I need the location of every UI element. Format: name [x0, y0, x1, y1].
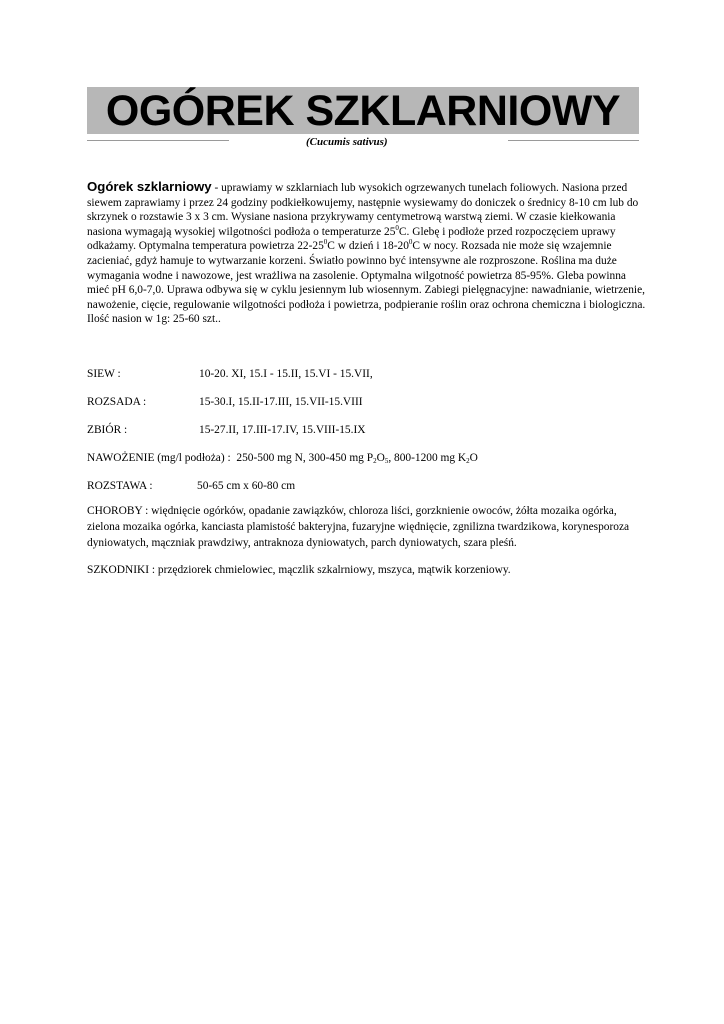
intro-text-2: C. Glebę i podłoże przed rozpoczęciem uprawy odkażamy. Optymalna temperatura powietrza 22-25	[87, 225, 616, 253]
latin-name: (Cucumis sativus)	[306, 136, 388, 148]
intro-text-1: - uprawiamy w szklarniach lub wysokich ogrzewanych tunelach foliowych. Nasiona przed siewem zaprawiamy i przez 24 godziny podkiełkowujemy, następnie wysiewamy do doniczek o średnicy 8-10 cm lub do skrzynek o rozstawie 3 x 3 cm. Wysiane nasiona przykrywamy centymetrową warstwą ziemi. W czasie kiełkowania nasiona wymagają wysokiej wilgotności podłoża o temperaturze 25	[87, 182, 639, 238]
zbior-label: ZBIÓR :	[87, 424, 128, 436]
nawozenie-v3: , 800-1200 mg K	[388, 452, 467, 464]
choroby-value: więdnięcie ogórków, opadanie zawiązków, chloroza liści, gorzknienie owoców, żółta mozaika ogórka, zielona mozaika ogórka, kanciasta plamistość bakteryjna, fuzaryjne więdnięcie, zgnilizna twardzikowa, korynesporoza dyniowatych, mączniak prawdziwy, antraknoza dyniowatych, parch dyniowatych, szara pleśń.	[87, 505, 630, 549]
intro-sup-2: 0	[323, 238, 328, 247]
nawozenie-s3: 2	[466, 457, 470, 465]
nawozenie-v4: O	[469, 452, 478, 464]
intro-text	[87, 180, 647, 312]
rozsada-label: ROZSADA :	[87, 396, 147, 408]
seed-count: Ilość nasion w 1g: 25-60 szt..	[87, 313, 221, 326]
intro-text-4: C w nocy. Rozsada nie może się wzajemnie zacieniać, gdyż hamuje to wytwarzanie korzeni. Światło powinno być intensywne ale rozproszone. Roślina ma duże wymagania wodne i nawozowe, jest wrażliwa na zasolenie. Optymalna wilgotność powietrza 85-95%. Gleba powinna mieć pH 6,0-7,0. Uprawa odbywa się w cyklu jesiennym lub wiosennym. Zabiegi pielęgnacyjne: nawadnianie, wietrzenie, nawożenie, cięcie, regulowanie wilgotności podłoża i powietrza, podpieranie roślin oraz ochrona chemiczna i biologiczna.	[87, 240, 646, 311]
nawozenie-v1: 250-500 mg N, 300-450 mg P	[236, 452, 374, 464]
szkodniki-label: SZKODNIKI :	[87, 564, 156, 576]
rozsada-value: 15-30.I, 15.II-17.III, 15.VII-15.VIII	[199, 396, 363, 408]
rozstawa-row	[87, 479, 296, 494]
choroby-label: CHOROBY :	[87, 505, 149, 517]
choroby-block	[87, 503, 647, 551]
siew-value: 10-20. XI, 15.I - 15.II, 15.VI - 15.VII,	[199, 368, 373, 380]
title-rule-right	[508, 140, 639, 141]
page-title: OGÓREK SZKLARNIOWY	[105, 87, 621, 135]
siew-label: SIEW :	[87, 368, 121, 380]
szkodniki-block	[87, 562, 647, 578]
rozsada-row	[87, 395, 363, 410]
intro-lead: Ogórek szklarniowy	[87, 179, 212, 194]
intro-sup-1: 0	[395, 223, 399, 232]
nawozenie-value	[234, 452, 478, 464]
nawozenie-label: NAWOŻENIE (mg/l podłoża) :	[87, 452, 231, 464]
zbior-value: 15-27.II, 17.III-17.IV, 15.VIII-15.IX	[199, 424, 366, 436]
title-rule-left	[87, 140, 229, 141]
siew-row	[87, 367, 373, 382]
intro-text-3: C w dzień i 18-20	[327, 240, 409, 253]
title-banner	[87, 87, 639, 134]
rozstawa-label: ROZSTAWA :	[87, 480, 153, 492]
nawozenie-s1: 2	[373, 457, 377, 465]
nawozenie-v2: O	[376, 452, 385, 464]
intro-sup-3: 0	[408, 238, 413, 247]
rozstawa-value: 50-65 cm x 60-80 cm	[197, 480, 296, 492]
szkodniki-value: przędziorek chmielowiec, mączlik szkalrniowy, mszyca, mątwik korzeniowy.	[155, 564, 511, 576]
nawozenie-s2: 5	[384, 457, 389, 465]
nawozenie-row	[87, 451, 478, 466]
intro-paragraph	[87, 180, 647, 327]
zbior-row	[87, 423, 366, 438]
